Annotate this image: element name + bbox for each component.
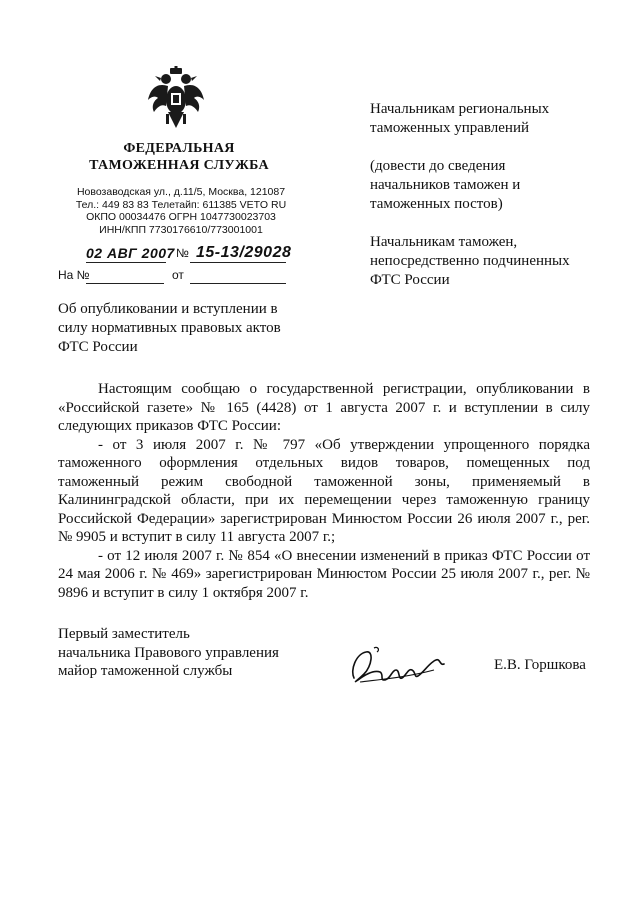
signer-name: Е.В. Горшкова [494,657,586,673]
org-okpo-ogrn: ОКПО 00034476 ОГРН 1047730023703 [86,211,276,223]
body-paragraph-intro: Настоящим сообщаю о государственной регистрации, опубликовании в «Российской газете» № 165 (4428) от 1 августа 2007 г. и вступлении в силу следующих приказов ФТС России: [58,381,590,434]
addressee-line-8: ФТС России [370,272,450,288]
registration-number-label: № [176,246,189,260]
body-paragraph-order-797: - от 3 июля 2007 г. № 797 «Об утверждении упрощенного порядка таможенного оформления отдельных видов товаров, помещенных под таможенный режим свободной таможенной зоны, применяемый в Калининградской области, при их перемещении через таможенную границу Российской Федерации» зарегистрирован Минюстом России 26 июля 2007 г., рег. № 9905 и вступит в силу 11 августа 2007 г.; [58,436,590,545]
position-line-1: Первый заместитель [58,626,190,642]
coat-of-arms-icon [146,66,206,138]
reference-number-underline [86,283,164,284]
org-inn-kpp: ИНН/КПП 7730176610/773001001 [99,223,263,236]
position-line-3: майор таможенной службы [58,663,233,679]
addressee-block [370,100,610,290]
letter-body [58,380,590,602]
organization-contacts [66,186,296,236]
registration-date: 02 АВГ 2007 [86,245,175,261]
subject-line-2: силу нормативных правовых актов [58,320,281,336]
subject-line-3: ФТС России [58,339,138,355]
addressee-line-3: (довести до сведения [370,158,506,174]
addressee-line-6: Начальникам таможен, [370,234,518,250]
reference-number-label: На № [58,268,90,282]
reference-date-underline [190,283,286,284]
number-underline [190,262,286,263]
handwritten-signature-icon [344,640,454,690]
position-line-2: начальника Правового управления [58,644,279,661]
addressee-line-4: начальников таможен и [370,177,521,193]
org-address: Новозаводская ул., д.11/5, Москва, 121087 [76,186,286,198]
document-subject [58,300,308,357]
addressee-line-1: Начальникам региональных [370,101,550,117]
date-underline [86,262,166,263]
body-paragraph-order-854: - от 12 июля 2007 г. № 854 «О внесении изменений в приказ ФТС России от 24 мая 2006 г. № 469» зарегистрирован Минюстом России 25 июля 2007 г., рег. № 9896 и вступит в силу 1 октября 2007 г. [58,547,590,601]
reference-from-label: от [172,268,184,282]
org-phone: Тел.: 449 83 83 Телетайп: 611385 VETO RU [75,198,287,211]
org-name-line-2: ТАМОЖЕННАЯ СЛУЖБА [89,158,269,173]
addressee-line-2: таможенных управлений [370,120,530,136]
organization-name [84,140,274,174]
org-name-line-1: ФЕДЕРАЛЬНАЯ [123,141,235,156]
addressee-line-5: таможенных постов) [370,196,503,212]
addressee-line-7: непосредственно подчиненных [370,253,570,269]
registration-number: 15-13/29028 [196,244,292,261]
subject-line-1: Об опубликовании и вступлении в [58,301,278,317]
signatory-position [58,625,318,681]
